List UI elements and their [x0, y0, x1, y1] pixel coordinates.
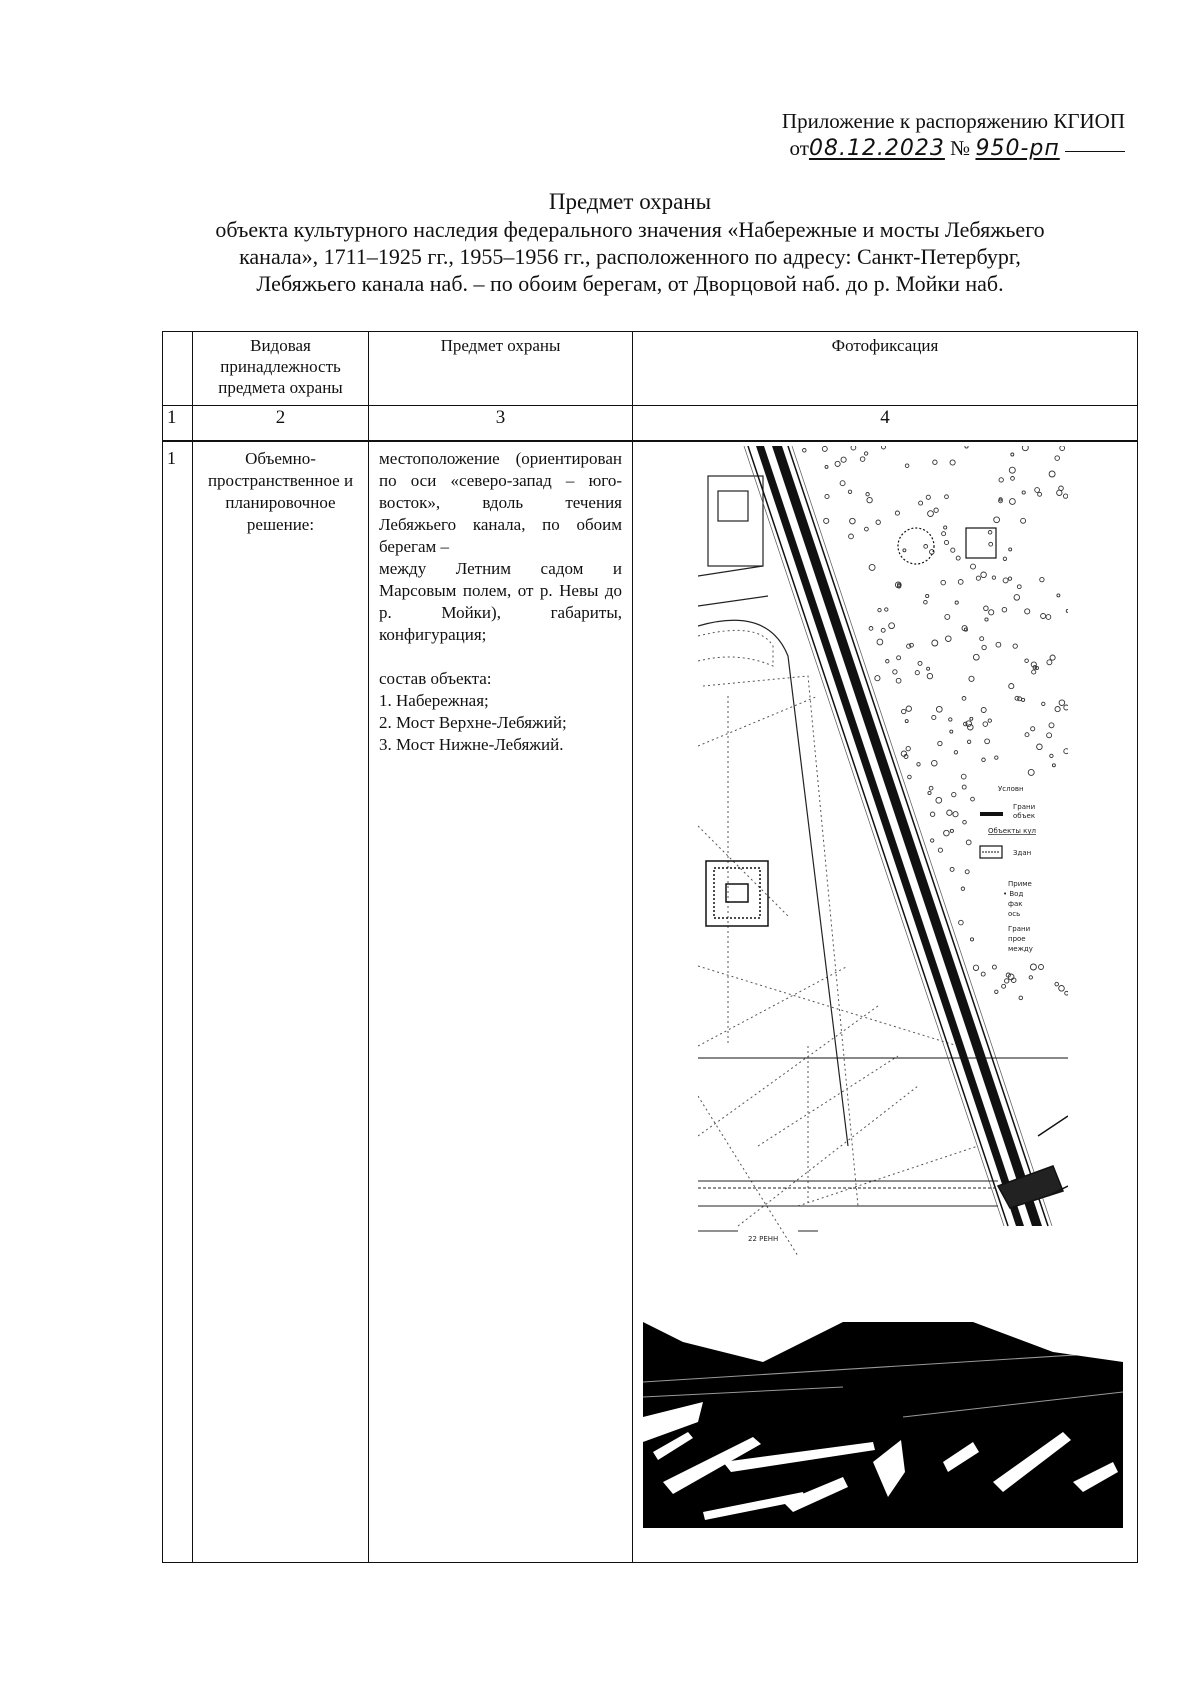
row-number: 1 — [163, 441, 193, 1563]
svg-text:между: между — [1008, 945, 1033, 953]
column-number-4: 4 — [633, 406, 1138, 442]
svg-text:Приме: Приме — [1008, 880, 1032, 888]
title-line-2: канала», 1711–1925 гг., 1955–1956 гг., расположенного по адресу: Санкт-Петербург, — [239, 244, 1021, 269]
svg-text:объек: объек — [1013, 812, 1036, 820]
number-sign: № — [950, 136, 971, 160]
svg-text:прое: прое — [1008, 935, 1026, 943]
handwritten-date: 08.12.2023 — [808, 136, 945, 161]
composition-item: 2. Мост Верхне-Лебяжий; — [379, 713, 567, 732]
header-cell-category: Видовая принадлежность предмета охраны — [193, 332, 369, 406]
table-row — [163, 441, 1138, 1563]
composition-label: состав объекта: — [379, 669, 492, 688]
svg-text:Грани: Грани — [1008, 925, 1031, 933]
svg-text:Объекты кул: Объекты кул — [988, 827, 1036, 835]
svg-text:фак: фак — [1008, 900, 1023, 908]
site-plan-map — [698, 446, 1068, 1268]
protection-table — [162, 331, 1138, 1563]
location-description: местоположение (ориентирован по оси «северо-запад – юго-восток», вдоль течения Лебяжьего канала, по обоим берегам – — [379, 449, 622, 556]
row-subject — [369, 441, 633, 1563]
header-cell-photo: Фотофиксация — [633, 332, 1138, 406]
appendix-header — [725, 108, 1125, 162]
blank-underline — [1065, 149, 1125, 152]
svg-text:Здан: Здан — [1013, 849, 1032, 857]
composition-item: 1. Набережная; — [379, 691, 489, 710]
date-prefix: от — [789, 136, 809, 160]
column-number-3: 3 — [369, 406, 633, 442]
table-header-row — [163, 332, 1138, 406]
appendix-date-number — [725, 135, 1125, 162]
header-cell-subject: Предмет охраны — [369, 332, 633, 406]
site-photograph — [643, 1322, 1123, 1528]
location-description-cont: между Летним садом и Марсовым полем, от р. Невы до р. Мойки), габариты, конфигурация; — [379, 559, 622, 644]
row-photo-cell — [633, 441, 1138, 1563]
svg-text:• Вод: • Вод — [1003, 890, 1024, 898]
title-line-1: объекта культурного наследия федерального значения «Набережные и мосты Лебяжьего — [215, 217, 1045, 242]
composition-item: 3. Мост Нижне-Лебяжий. — [379, 735, 564, 754]
svg-text:Грани: Грани — [1013, 803, 1036, 811]
appendix-title: Приложение к распоряжению КГИОП — [781, 109, 1125, 133]
document-title — [150, 188, 1110, 297]
column-number-1: 1 — [163, 406, 193, 442]
title-main: Предмет охраны — [548, 189, 712, 214]
title-line-3: Лебяжьего канала наб. – по обоим берегам, от Дворцовой наб. до р. Мойки наб. — [256, 271, 1004, 296]
column-number-2: 2 — [193, 406, 369, 442]
column-number-row — [163, 406, 1138, 442]
header-cell-empty — [163, 332, 193, 406]
row-category: Объемно-пространственное и планировочное решение: — [193, 441, 369, 1563]
svg-text:ось: ось — [1008, 910, 1021, 918]
legend-title: Условн — [998, 785, 1024, 793]
handwritten-number: 950-рп — [975, 136, 1060, 161]
svg-text:22 РЕНН: 22 РЕНН — [748, 1235, 779, 1243]
